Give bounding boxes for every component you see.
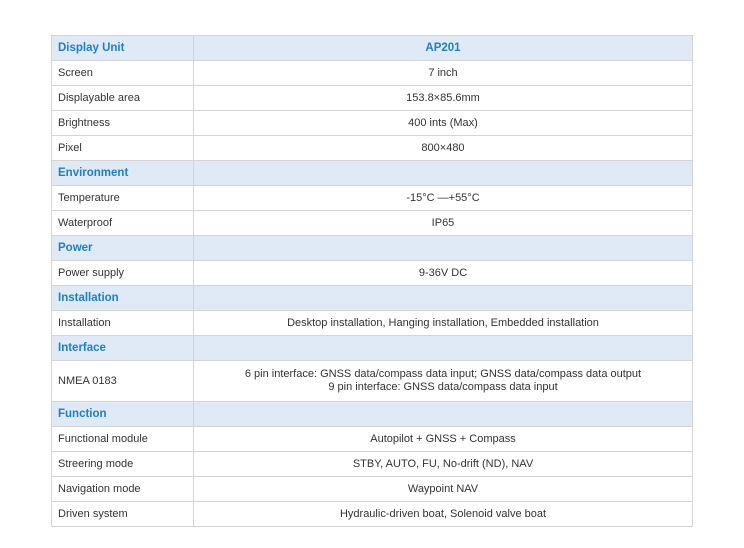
section-title: Power [52, 236, 194, 261]
section-header-installation [52, 286, 693, 311]
table-row [52, 452, 693, 477]
table-row [52, 111, 693, 136]
section-title: Environment [52, 161, 194, 186]
interface-line-6pin: 6 pin interface: GNSS data/compass data input; GNSS data/compass data output [244, 368, 642, 380]
section-header-value [194, 336, 693, 361]
row-label: Temperature [52, 186, 194, 211]
row-label: Pixel [52, 136, 194, 161]
row-label: Power supply [52, 261, 194, 286]
table-row [52, 211, 693, 236]
row-value: 7 inch [194, 61, 693, 86]
row-value: Desktop installation, Hanging installation, Embedded installation [194, 311, 693, 336]
table-row [52, 477, 693, 502]
section-header-value [194, 236, 693, 261]
section-header-function [52, 402, 693, 427]
table-row [52, 427, 693, 452]
section-header-power [52, 236, 693, 261]
row-value: 400 ints (Max) [194, 111, 693, 136]
spec-table [51, 35, 693, 527]
row-label: Waterproof [52, 211, 194, 236]
row-value: Hydraulic-driven boat, Solenoid valve boat [194, 502, 693, 527]
section-header-value [194, 161, 693, 186]
section-header-environment [52, 161, 693, 186]
section-header-value [194, 402, 693, 427]
section-header-display-unit [52, 36, 693, 61]
row-value: 153.8×85.6mm [194, 86, 693, 111]
section-title: Function [52, 402, 194, 427]
row-label: Streering mode [52, 452, 194, 477]
section-title: Installation [52, 286, 194, 311]
table-row [52, 136, 693, 161]
model-name: AP201 [194, 36, 693, 61]
row-label: Installation [52, 311, 194, 336]
row-value: -15°C —+55°C [194, 186, 693, 211]
table-row [52, 86, 693, 111]
section-title: Interface [52, 336, 194, 361]
row-label: Navigation mode [52, 477, 194, 502]
row-label: NMEA 0183 [52, 361, 194, 402]
row-label: Screen [52, 61, 194, 86]
section-title: Display Unit [52, 36, 194, 61]
table-row [52, 61, 693, 86]
table-row [52, 186, 693, 211]
table-row [52, 311, 693, 336]
row-value: Waypoint NAV [194, 477, 693, 502]
row-label: Displayable area [52, 86, 194, 111]
row-value: 9-36V DC [194, 261, 693, 286]
row-value: STBY, AUTO, FU, No-drift (ND), NAV [194, 452, 693, 477]
row-value: IP65 [194, 211, 693, 236]
row-value [194, 361, 693, 402]
row-value: 800×480 [194, 136, 693, 161]
row-value: Autopilot + GNSS + Compass [194, 427, 693, 452]
row-label: Driven system [52, 502, 194, 527]
section-header-interface [52, 336, 693, 361]
table-row [52, 261, 693, 286]
row-label: Brightness [52, 111, 194, 136]
row-label: Functional module [52, 427, 194, 452]
table-row [52, 361, 693, 402]
interface-line-9pin: 9 pin interface: GNSS data/compass data input [328, 381, 558, 393]
section-header-value [194, 286, 693, 311]
table-row [52, 502, 693, 527]
